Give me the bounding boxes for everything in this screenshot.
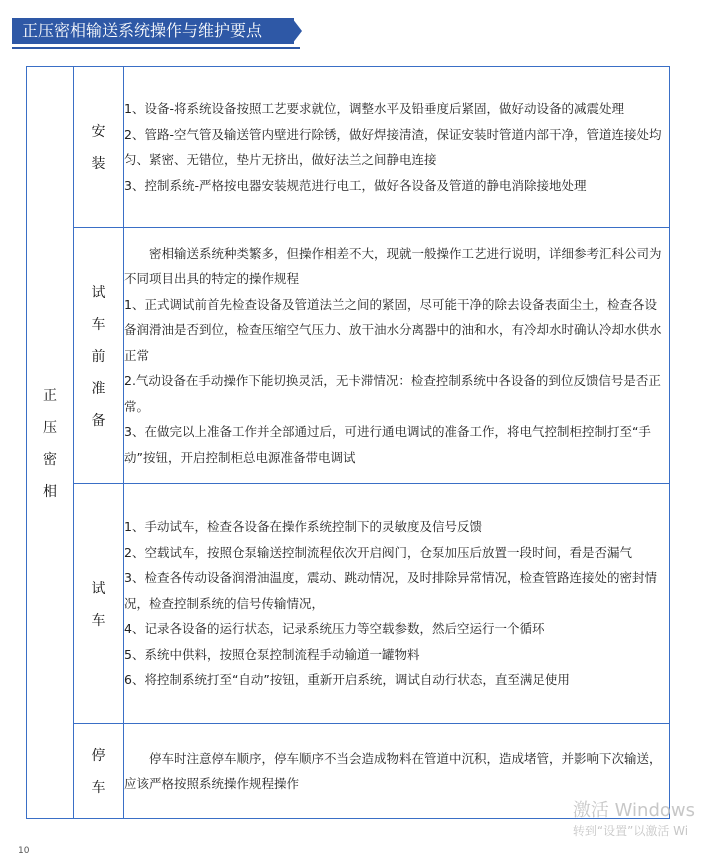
vertical-label-char: 压 [43,419,57,436]
table-row [27,67,670,228]
list-item: 1、设备-将系统设备按照工艺要求就位，调整水平及铅垂度后紧固，做好动设备的减震处理 [124,101,624,116]
intro-paragraph: 停车时注意停车顺序，停车顺序不当会造成物料在管道中沉积，造成堵管，并影响下次输送，应该严格按照系统操作规程操作 [124,750,662,791]
list-item: 6、将控制系统打至“自动”按钮，重新开启系统，调试自动行状态，直至满足使用 [124,672,570,688]
spec-table [26,66,670,819]
windows-activation-watermark [573,800,695,840]
category-label [43,373,57,513]
section-content-prep [124,228,670,484]
vertical-label-char: 车 [91,780,106,796]
vertical-label-char: 试 [91,580,106,597]
list-item: 3、控制系统-严格按电器安装规范进行电工，做好各设备及管道的静电消除接地处理 [124,177,587,193]
vertical-label-char: 前 [91,348,106,365]
vertical-label-char: 密 [43,451,57,468]
list-item: 1、手动试车，检查各设备在操作系统控制下的灵敏度及信号反馈 [124,519,482,535]
vertical-label-char: 停 [91,748,106,764]
title-underline [12,47,300,49]
vertical-label-char: 正 [43,387,57,404]
page-number: 10 [18,846,30,856]
list-item: 5、系统中供料，按照仓泵控制流程手动输道一罐物料 [124,646,420,662]
table-row [27,228,670,484]
title-arrow-decoration [292,18,302,44]
list-item: 1、正式调试前首先检查设备及管道法兰之间的紧固，尽可能干净的除去设备表面尘土，检查各设备润滑油是否到位，检查压缩空气压力、放干油水分离器中的油和水，有冷却水时确认冷却水供水正常 [124,296,662,363]
section-content-install [124,67,670,228]
section-label-prep [92,270,106,442]
vertical-label-char: 相 [43,483,57,500]
vertical-label-char: 安 [91,124,106,140]
category-cell [27,67,74,819]
vertical-label-char: 装 [91,156,106,172]
vertical-label-char: 准 [91,380,106,397]
list-item: 3、检查各传动设备润滑油温度，震动、跳动情况，及时排除异常情况，检查管路连接处的密封情况，检查控制系统的信号传输情况， [124,570,657,611]
section-label-install [92,109,106,185]
watermark-line2: 转到“设置”以激活 Wi [572,824,689,838]
section-label-cell [74,484,124,724]
list-item: 2、管路-空气管及输送管内壁进行除锈，做好焊接清渣，保证安装时管道内部干净，管道连接处均匀、紧密、无错位，垫片无挤出，做好法兰之间静电连接 [124,126,662,167]
intro-paragraph: 密相输送系统种类繁多，但操作相差不大，现就一般操作工艺进行说明，详细参考汇科公司为不同项目出具的特定的操作规程 [124,245,662,287]
list-item: 2.气动设备在手动操作下能切换灵活，无卡滞情况：检查控制系统中各设备的到位反馈信号是否正常。 [124,373,661,414]
section-label-trial [92,566,106,642]
vertical-label-char: 车 [91,612,106,629]
table-row [27,484,670,724]
section-label-stop [92,733,106,809]
section-content-trial [124,484,670,724]
watermark-line1: 激活 Windows [572,800,695,821]
section-label-cell [74,67,124,228]
section-label-cell [74,724,124,819]
vertical-label-char: 车 [91,316,106,333]
vertical-label-char: 备 [91,412,106,429]
page-title: 正压密相输送系统操作与维护要点 [12,18,294,44]
list-item: 3、在做完以上准备工作并全部通过后，可进行通电调试的准备工作，将电气控制柜控制打至“手动”按钮，开启控制柜总电源准备带电调试 [124,424,651,465]
section-label-cell [74,228,124,484]
vertical-label-char: 试 [91,284,106,301]
list-item: 2、空载试车，按照仓泵输送控制流程依次开启阀门，仓泵加压后放置一段时间，看是否漏气 [124,544,632,560]
list-item: 4、记录各设备的运行状态，记录系统压力等空载参数，然后空运行一个循环 [124,621,545,637]
